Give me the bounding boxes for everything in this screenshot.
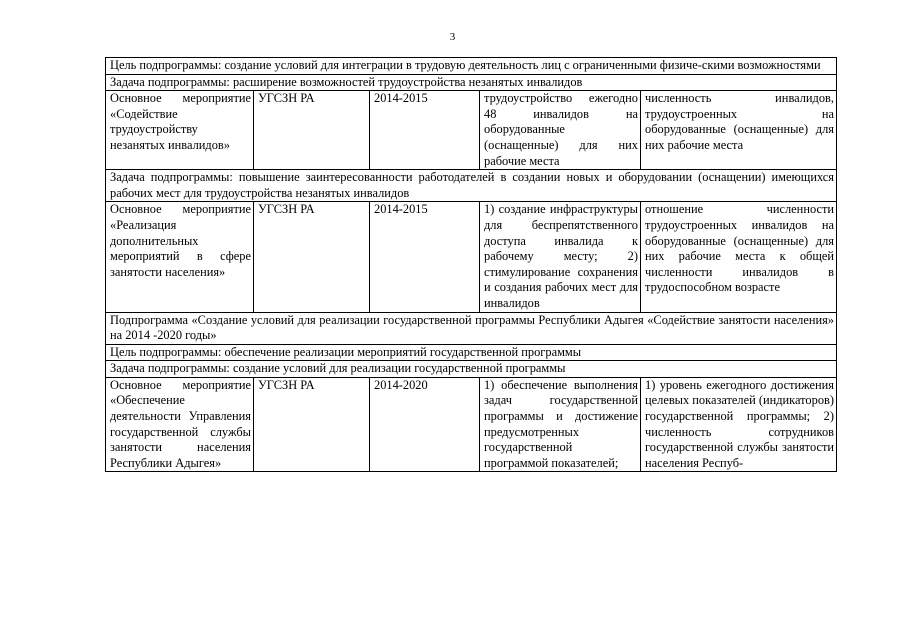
table-row xyxy=(106,377,837,472)
subprogram-goal-row: Цель подпрограммы: создание условий для интеграции в трудовую деятельность лиц с ограниченными физиче-скими возможностями xyxy=(106,58,837,75)
table-row xyxy=(106,361,837,378)
subprogram-task-row: Задача подпрограммы: повышение заинтересованности работодателей в создании новых и оборудовании (оснащении) имеющихся рабочих мест для трудоустройства незанятых инвалидов xyxy=(106,170,837,202)
executor-cell: УГСЗН РА xyxy=(254,202,370,312)
subprogram-task-row: Задача подпрограммы: создание условий для реализации государственной программы xyxy=(106,361,837,378)
indicator-cell: численность инвалидов, трудоустроенных на оборудованные (оснащенные) для них рабочие места xyxy=(641,91,837,170)
table-row xyxy=(106,74,837,91)
table-row xyxy=(106,58,837,75)
indicator-cell: 1) уровень ежегодного достижения целевых показателей (индикаторов) государственной программы; 2) численность сотрудников государственной службы занятости населения Респуб- xyxy=(641,377,837,472)
indicator-cell: отношение численности трудоустроенных инвалидов на оборудованные (оснащенные) для них рабочие места к общей численности инвалидов в трудоспособном возрасте xyxy=(641,202,837,312)
activity-cell: Основное мероприятие «Реализация дополнительных мероприятий в сфере занятости населения» xyxy=(106,202,254,312)
result-cell: 1) создание инфраструктуры для беспрепятственного доступа инвалида к рабочему месту; 2) стимулирование сохранения и создания рабочих мест для инвалидов xyxy=(480,202,641,312)
executor-cell: УГСЗН РА xyxy=(254,91,370,170)
result-cell: 1) обеспечение выполнения задач государственной программы и достижение предусмотренных государственной программой показателей; xyxy=(480,377,641,472)
table-row xyxy=(106,91,837,170)
activity-cell: Основное мероприятие «Содействие трудоустройству незанятых инвалидов» xyxy=(106,91,254,170)
executor-cell: УГСЗН РА xyxy=(254,377,370,472)
page-number: 3 xyxy=(449,31,456,43)
table-row xyxy=(106,202,837,312)
table-row xyxy=(106,170,837,202)
period-cell: 2014-2015 xyxy=(370,202,480,312)
period-cell: 2014-2015 xyxy=(370,91,480,170)
subprogram-title-row: Подпрограмма «Создание условий для реализации государственной программы Республики Адыгея «Содействие занятости населения» на 2014 -2020 годы» xyxy=(106,312,837,344)
activity-cell: Основное мероприятие «Обеспечение деятельности Управления государственной службы занятости населения Республики Адыгея» xyxy=(106,377,254,472)
table-row xyxy=(106,344,837,361)
period-cell: 2014-2020 xyxy=(370,377,480,472)
program-table xyxy=(105,57,837,472)
table-row xyxy=(106,312,837,344)
subprogram-goal-row: Цель подпрограммы: обеспечение реализации мероприятий государственной программы xyxy=(106,344,837,361)
result-cell: трудоустройство ежегодно 48 инвалидов на оборудованные (оснащенные) для них рабочие места xyxy=(480,91,641,170)
subprogram-task-row: Задача подпрограммы: расширение возможностей трудоустройства незанятых инвалидов xyxy=(106,74,837,91)
